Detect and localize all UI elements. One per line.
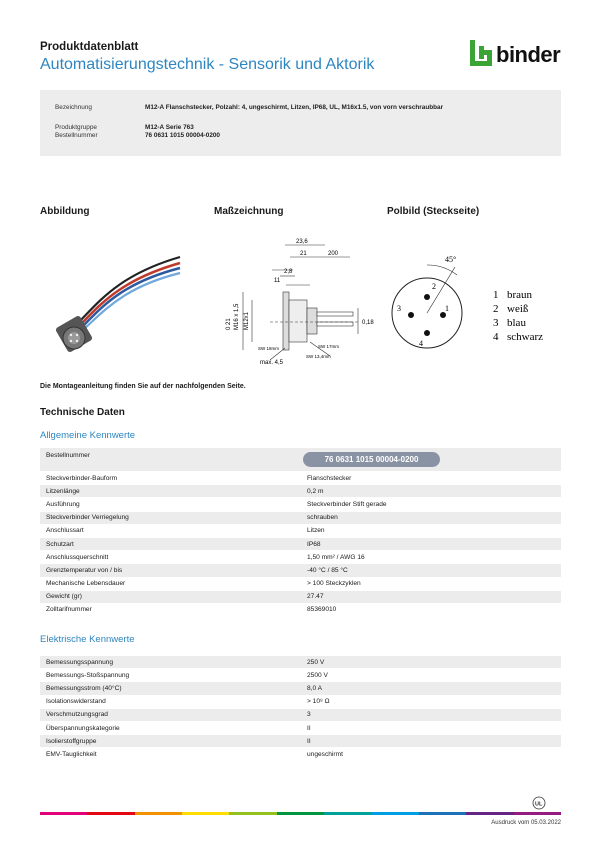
dim-label: 200 (328, 251, 339, 257)
table-row (40, 669, 561, 682)
row-value: > 10⁸ Ω (307, 698, 330, 706)
color-bar-segment (466, 812, 513, 815)
pin-number: 4 (419, 339, 423, 348)
row-label: Grenztemperatur von / bis (46, 566, 123, 574)
identification-box (40, 90, 561, 156)
legend-num: 2 (493, 303, 499, 315)
table-row (40, 591, 561, 604)
dim-label: SW 13,4mm (306, 354, 331, 359)
id-value: M12-A Serie 763 (145, 124, 194, 131)
dim-label: 21 (300, 251, 307, 257)
legend-color: weiß (507, 303, 529, 315)
row-label: Bestellnummer (46, 452, 90, 459)
pin-3 (408, 312, 414, 318)
electrical-specs-heading: Elektrische Kennwerte (40, 634, 135, 645)
tech-data-heading: Technische Daten (40, 407, 125, 418)
id-value: 76 0631 1015 00004-0200 (145, 132, 220, 139)
cert-text: UL (535, 801, 543, 808)
footer-color-bar (40, 812, 561, 815)
legend-num: 3 (493, 317, 499, 329)
row-value: II (307, 737, 311, 745)
legend-color: braun (507, 289, 533, 301)
row-label: Isolierstoffgruppe (46, 737, 97, 745)
legend-num: 4 (493, 331, 499, 343)
color-bar-segment (87, 812, 134, 815)
row-label: Schutzart (46, 540, 74, 548)
row-value: 2500 V (307, 671, 328, 679)
color-bar-segment (135, 812, 182, 815)
mounting-note: Die Montageanleitung finden Sie auf der nachfolgenden Seite. (40, 383, 246, 390)
general-specs-heading: Allgemeine Kennwerte (40, 430, 136, 441)
table-row (40, 748, 561, 761)
pin-layout (385, 245, 560, 365)
table-row (40, 538, 561, 551)
color-bar-segment (419, 812, 466, 815)
ul-cert-icon (528, 796, 550, 810)
table-row (40, 472, 561, 485)
pin-4 (424, 330, 430, 336)
id-row-bezeichnung (55, 104, 443, 111)
pin-2 (424, 294, 430, 300)
order-number-badge: 76 0631 1015 00004-0200 (303, 452, 440, 467)
page-title: Automatisierungstechnik - Sensorik und Aktorik (40, 56, 375, 73)
row-value: 27.47 (307, 593, 324, 601)
color-bar-segment (514, 812, 561, 815)
table-row (40, 709, 561, 722)
row-label: EMV-Tauglichkeit (46, 750, 97, 758)
table-row (40, 735, 561, 748)
id-label: Bestellnummer (55, 132, 98, 139)
drawing-heading: Maßzeichnung (214, 206, 284, 217)
table-row (40, 551, 561, 564)
binder-logo-icon (468, 40, 496, 72)
table-row (40, 564, 561, 577)
print-date: Ausdruck vom 05.03.2022 (491, 820, 561, 826)
row-label: Mechanische Lebensdauer (46, 580, 126, 588)
table-row (40, 512, 561, 525)
doc-type-label: Produktdatenblatt (40, 41, 139, 53)
row-label: Steckverbinder Verriegelung (46, 514, 129, 522)
pin-number: 2 (432, 282, 436, 291)
row-label: Überspannungskategorie (46, 724, 120, 732)
id-row-bestellnummer (55, 132, 220, 139)
pin-number: 1 (445, 304, 449, 313)
row-value: Steckverbinder Stift gerade (307, 500, 387, 508)
row-label: Bemessungsstrom (40°C) (46, 684, 122, 692)
row-label: Ausführung (46, 500, 80, 508)
table-row (40, 682, 561, 695)
color-bar-segment (324, 812, 371, 815)
row-label: Bemessungs-Stoßspannung (46, 671, 130, 679)
row-value: -40 °C / 85 °C (307, 566, 348, 574)
table-row-order-number (40, 448, 561, 472)
row-label: Litzenlänge (46, 487, 80, 495)
pin-angle-label: 45° (445, 255, 457, 264)
electrical-specs-table (40, 656, 561, 762)
dim-label: max. 4,5 (260, 360, 284, 366)
dim-label: M12x1 (244, 311, 250, 330)
row-label: Steckverbinder-Bauform (46, 474, 118, 482)
brand-name: binder (496, 42, 561, 67)
row-label: Anschlussart (46, 527, 84, 535)
row-label: Gewicht (gr) (46, 593, 82, 601)
legend-color: blau (507, 317, 526, 329)
row-value: 1,50 mm² / AWG 16 (307, 553, 365, 561)
row-label: Verschmutzungsgrad (46, 711, 108, 719)
binder-logo (468, 40, 563, 72)
row-label: Isolationswiderstand (46, 698, 106, 706)
dim-label: 11 (274, 278, 281, 284)
row-label: Bemessungsspannung (46, 658, 114, 666)
table-row (40, 525, 561, 538)
row-value: 250 V (307, 658, 325, 666)
pin-number: 3 (397, 304, 401, 313)
row-value: II (307, 724, 311, 732)
legend-num: 1 (493, 289, 499, 301)
cable-wires (78, 257, 180, 329)
id-label: Bezeichnung (55, 104, 92, 111)
table-row (40, 578, 561, 591)
color-bar-segment (277, 812, 324, 815)
row-value: 3 (307, 711, 311, 719)
dim-label: M16 x 1,5 (234, 303, 240, 330)
table-row (40, 498, 561, 511)
dim-label: 0,18 (362, 320, 374, 326)
row-value: IP68 (307, 540, 321, 548)
row-value: 0,2 m (307, 487, 324, 495)
table-row (40, 656, 561, 669)
color-bar-segment (229, 812, 276, 815)
id-value: M12-A Flanschstecker, Polzahl: 4, ungeschirmt, Litzen, IP68, UL, M16x1.5, von vorn verschraubbar (145, 104, 444, 111)
color-bar-segment (40, 812, 87, 815)
table-row (40, 696, 561, 709)
row-value: > 100 Steckzyklen (307, 580, 361, 588)
dim-label: 0 21 (226, 318, 232, 330)
row-value: 85369010 (307, 606, 337, 614)
color-bar-segment (372, 812, 419, 815)
row-label: Zolltarifnummer (46, 606, 92, 614)
dim-label: 23,6 (296, 239, 308, 245)
table-row (40, 485, 561, 498)
row-value: Litzen (307, 527, 325, 535)
dim-label: 2,8 (284, 269, 293, 275)
color-bar-segment (182, 812, 229, 815)
row-label: Anschlussquerschnitt (46, 553, 109, 561)
id-row-produktgruppe (55, 124, 194, 131)
legend-color: schwarz (507, 331, 544, 343)
general-specs-table (40, 448, 561, 617)
id-label: Produktgruppe (55, 124, 97, 131)
table-row (40, 722, 561, 735)
dim-label: SW 18mm (258, 346, 280, 351)
image-heading: Abbildung (40, 206, 90, 217)
row-value: ungeschirmt (307, 750, 343, 758)
dim-label: SW 17mm (318, 344, 340, 349)
table-row (40, 604, 561, 617)
row-value: Flanschstecker (307, 474, 352, 482)
dimension-drawing (200, 230, 380, 370)
product-image (40, 225, 190, 360)
row-value: 8,0 A (307, 684, 323, 692)
pin-heading: Polbild (Steckseite) (387, 206, 480, 217)
row-value: schrauben (307, 514, 338, 522)
